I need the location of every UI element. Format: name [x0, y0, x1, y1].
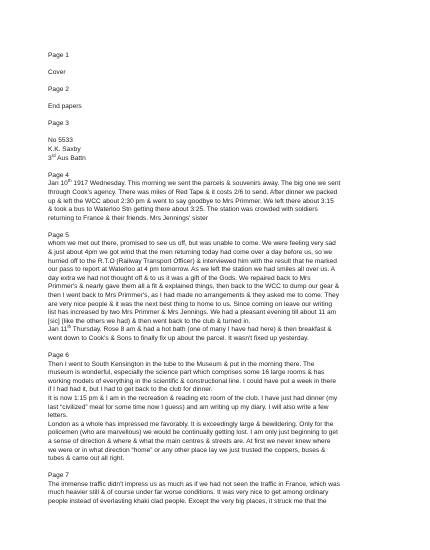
diary-line: whom we met out there, promised to see us off, but was unable to come. We were feeling very sad: [48, 240, 336, 248]
diary-line: & just about 4pm we got wind that the men returning today had come over a day before us, so we: [48, 249, 333, 256]
diary-line: working models of everything in the scientific & constructional line. I could have put a week in there: [48, 377, 337, 385]
diary-line: day extra we had not thought off & to us it was a gift of the Gods. We repaired back to Mrs: [48, 274, 311, 282]
diary-line: Then I went to South Kensington in the tube to the Museum & put in the morning there. The: [48, 360, 315, 368]
page-1-content: Cover: [48, 69, 66, 77]
page-6-heading: Page 6: [48, 352, 69, 360]
page-5-heading: Page 5: [48, 231, 69, 239]
diary-line: Primmer's & nearly gave them all a fit & explained things, then back to the WCC to dump our gear &: [48, 283, 340, 291]
diary-line: The immense traffic didn't impress us as much as if we had not seen the traffic in France, which was: [48, 480, 341, 488]
diary-line: if I had had it, but I had to get back to the club for dinner.: [48, 386, 213, 394]
diary-line: we were or in what direction “home” or any other place lay we just trusted the coppers, buses &: [48, 446, 326, 454]
diary-line: a sense of direction & where & what the main centres & streets are. At first we never knew where: [48, 437, 331, 445]
author-name: K.K. Saxby: [48, 146, 81, 154]
diary-line: letters.: [48, 412, 68, 420]
battalion: 3rd Aus Battn: [48, 152, 86, 162]
page-2-heading: Page 2: [48, 86, 69, 94]
diary-line: London as a whole has impressed me favorably. It is exceedingly large & bewildering. Only for the: [48, 420, 334, 428]
diary-line: Jan 10th 1917 Wednesday. This morning we sent the parcels & souvenirs away. The big one we sent: [48, 178, 341, 188]
diary-line: list has increased by two Mrs Primmer & Mrs Jennings. We had a pleasant evening till about 11 am: [48, 309, 337, 317]
diary-line: much heavier still & of course under far worse conditions. It was very nice to get among ordinary: [48, 489, 329, 497]
diary-line: up & left the WCC about 2:30 pm & went to say goodbye to Mrs Primmer. We left there about 3:15: [48, 197, 334, 205]
page-1-heading: Page 1: [48, 52, 69, 59]
page-2-content: End papers: [48, 103, 82, 111]
diary-line: policemen (who are marvellous) we would be continually getting lost. I am only just beginning to get: [48, 429, 338, 437]
diary-line: are very nice people & it was the next best thing to home to us. Since coming on leave our writing: [48, 300, 333, 308]
diary-line: people instead of everlasting khaki clad people. Except the very big places, it struck me that the: [48, 498, 327, 506]
diary-line: through Cook's agency. There was miles of Red Tape & it costs 2/6 to send. After dinner we packed: [48, 188, 338, 196]
diary-line: museum is wonderful, especially the science part which comprises some 16 large rooms & has: [48, 369, 325, 377]
page-7-heading: Page 7: [48, 472, 69, 480]
diary-line: returning to France & their friends. Mrs Jennings' sister: [48, 214, 208, 222]
diary-line: our pass to report at Waterloo at 4 pm tomorrow. As we left the station we had smiles all over us. A: [48, 266, 336, 274]
diary-line: [sic] (like the others we had) & then went back to the club & turned in.: [48, 317, 251, 325]
diary-line: It is now 1:15 pm & I am in the recreation & reading etc room of the club. I have just had dinner (my: [48, 395, 338, 402]
diary-line: went down to Cook's & Sons to finally fix up about the parcel. It wasn't fixed up yesterday.: [48, 334, 309, 342]
diary-line: & took a bus to Waterloo Stn getting there about 3:25. The station was crowded with soldiers: [48, 206, 318, 214]
diary-line: Jan 11th Thursday. Rose 8 am & had a hot bath (one of many I have had here) & then breakfast &: [48, 324, 332, 334]
diary-line: last “civilized” meal for some time now I guess) and am writing up my diary. I will also write a few: [48, 403, 329, 411]
page-4-heading: Page 4: [48, 171, 69, 179]
diary-line: tubes & came out all right.: [48, 455, 125, 463]
service-number: No 5533: [48, 137, 73, 145]
diary-line: hurried off to the R.T.O (Railway Transport Officer) & interviewed him with the result that he marked: [48, 257, 337, 265]
page-3-heading: Page 3: [48, 120, 69, 128]
diary-line: then I went back to Mrs Primmer's, as I had made no arrangements & they asked me to come. They: [48, 291, 340, 299]
